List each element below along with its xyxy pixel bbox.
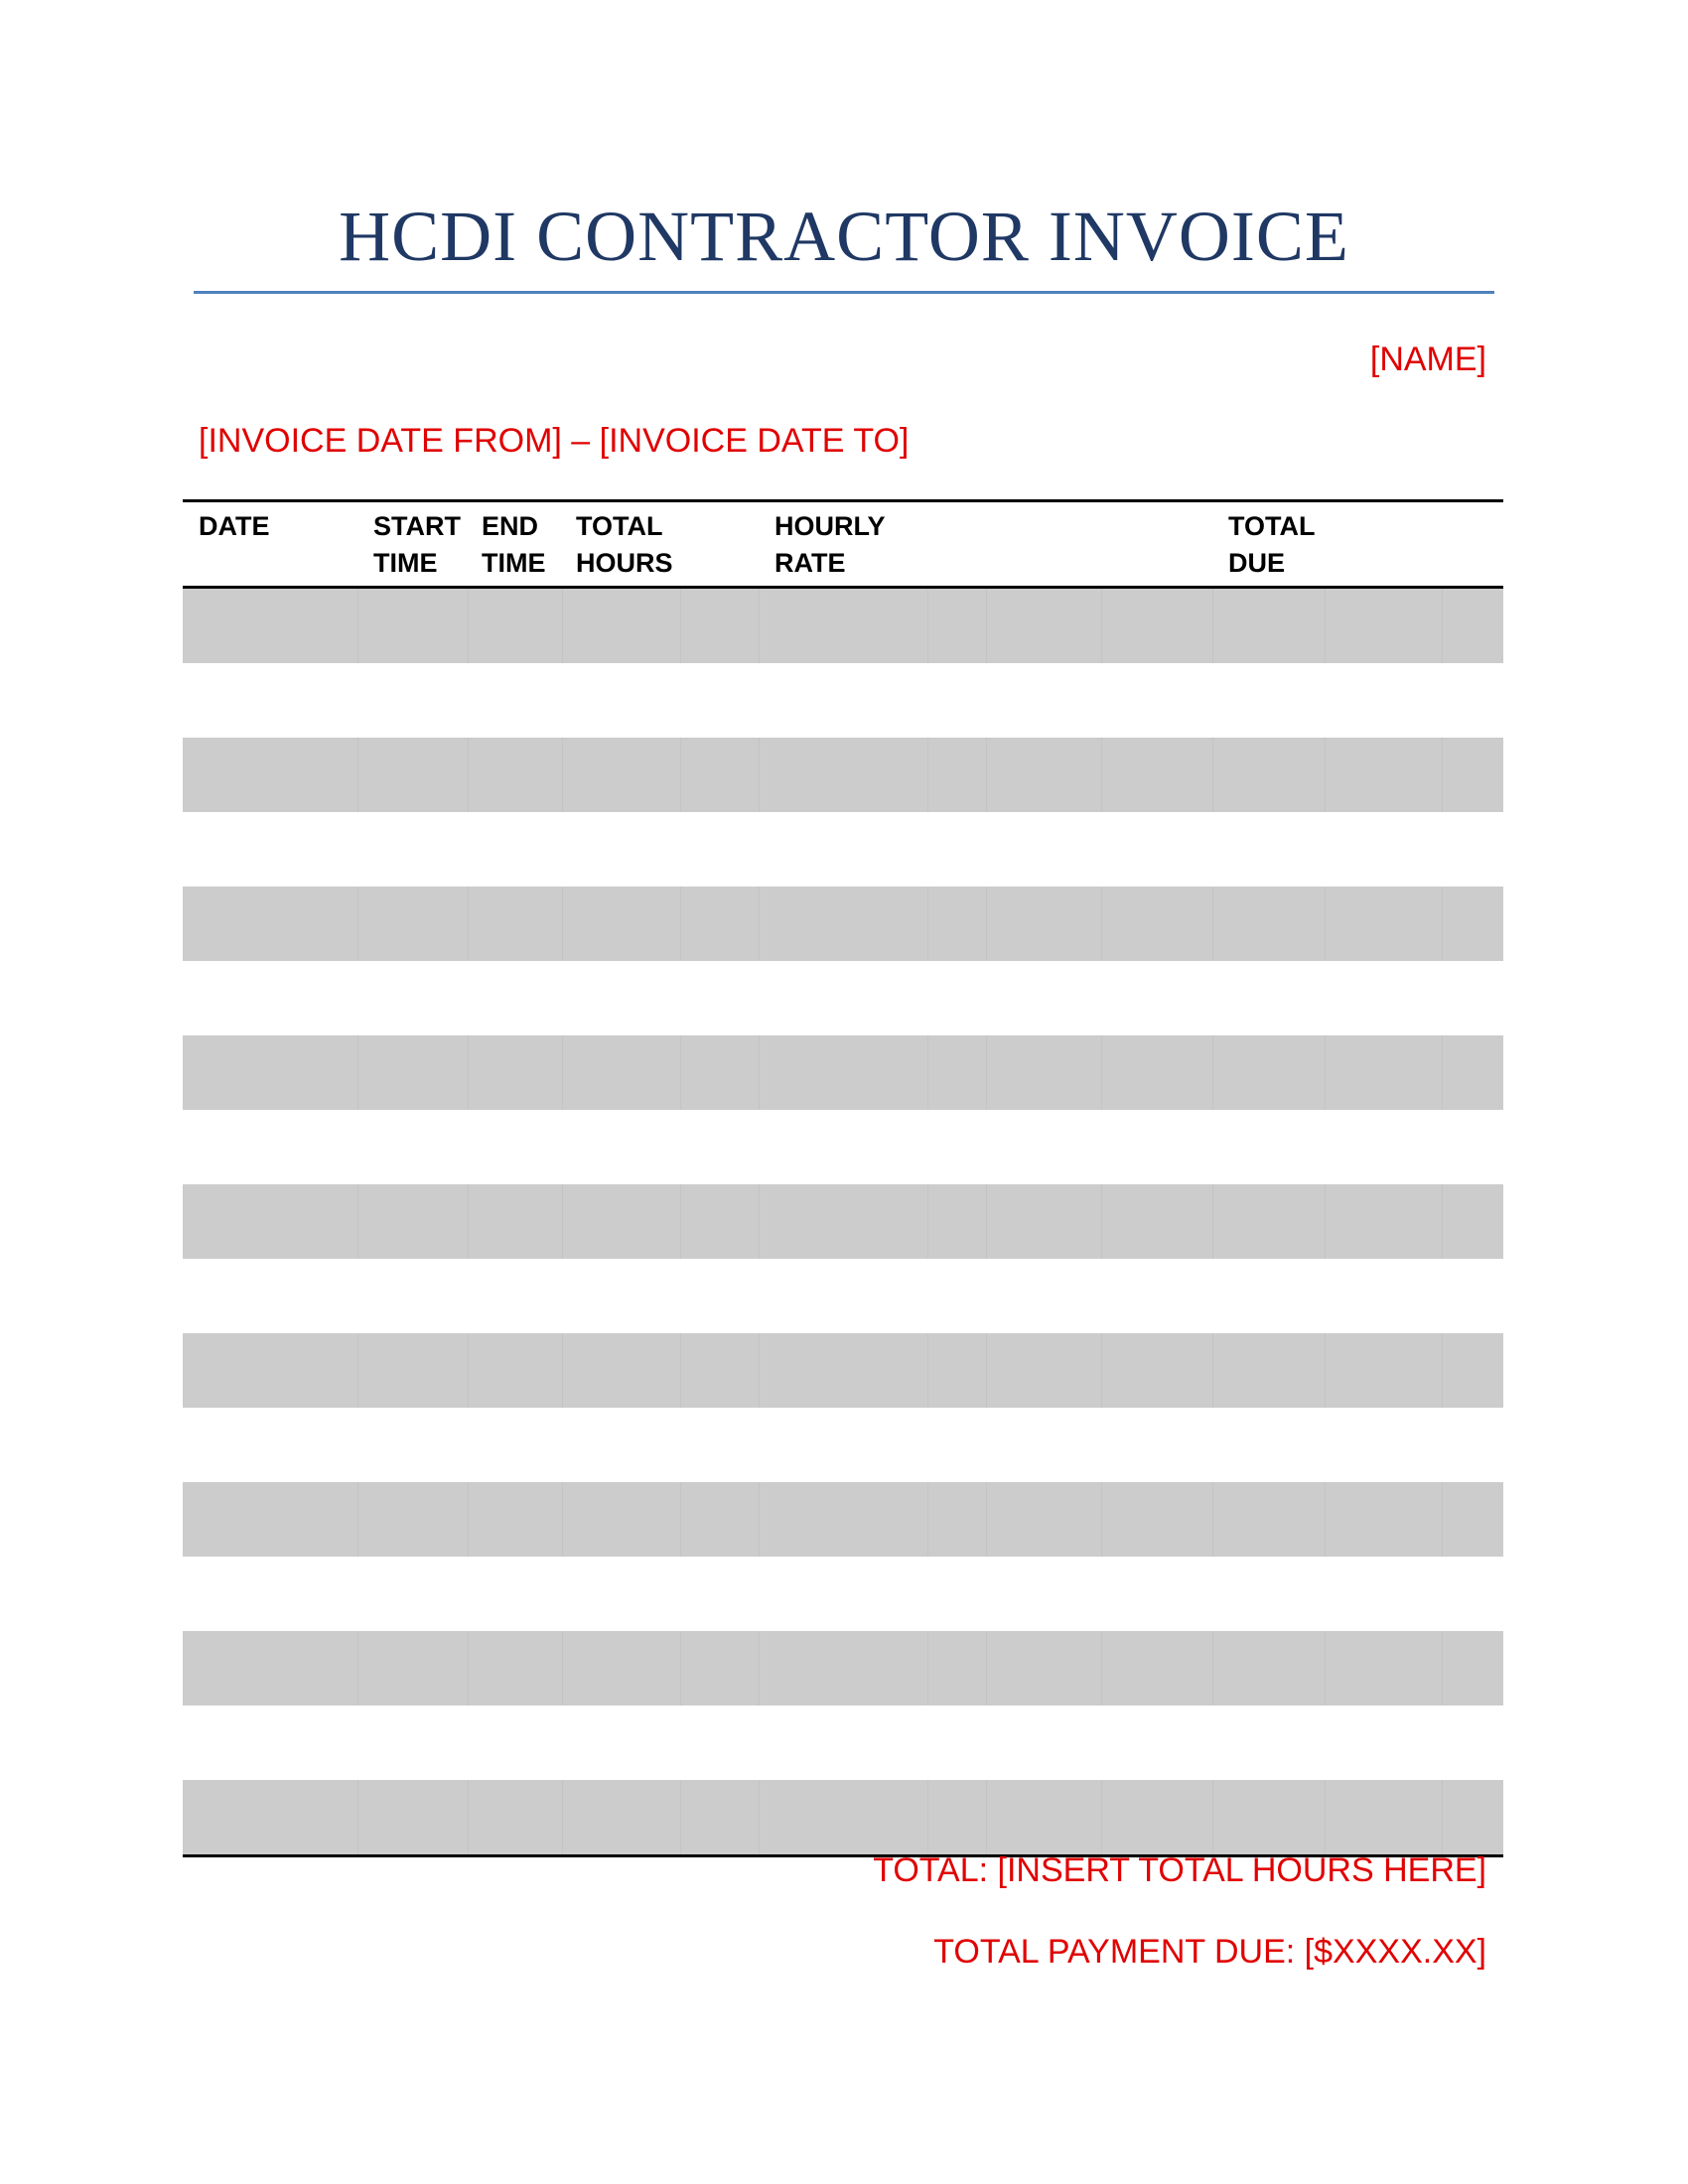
table-row — [183, 812, 1503, 887]
table-cell[interactable] — [1442, 1035, 1503, 1110]
table-cell[interactable] — [357, 1259, 468, 1333]
table-cell[interactable] — [986, 1780, 1101, 1856]
invoice-table — [183, 499, 1503, 1857]
table-cell[interactable] — [759, 1557, 927, 1631]
table-cell[interactable] — [562, 1259, 680, 1333]
table-header-row — [183, 501, 1503, 588]
table-cell[interactable] — [357, 887, 468, 961]
table-cell[interactable] — [1442, 663, 1503, 738]
table-cell[interactable] — [183, 812, 357, 887]
table-cell[interactable] — [986, 1631, 1101, 1706]
table-cell[interactable] — [1325, 738, 1442, 812]
table-cell[interactable] — [183, 1110, 357, 1184]
table-cell[interactable] — [183, 1482, 357, 1557]
table-cell[interactable] — [183, 588, 357, 664]
table-cell[interactable] — [927, 1184, 986, 1259]
column-header-start-time: START TIME — [357, 501, 468, 588]
table-cell[interactable] — [927, 1408, 986, 1482]
table-cell[interactable] — [927, 1631, 986, 1706]
table-cell[interactable] — [680, 1482, 759, 1557]
table-cell[interactable] — [986, 812, 1101, 887]
table-cell[interactable] — [357, 812, 468, 887]
table-cell[interactable] — [357, 1482, 468, 1557]
table-cell[interactable] — [357, 1631, 468, 1706]
table-cell[interactable] — [986, 1557, 1101, 1631]
table-cell[interactable] — [1212, 1035, 1325, 1110]
table-cell[interactable] — [927, 1259, 986, 1333]
table-row — [183, 1259, 1503, 1333]
table-cell[interactable] — [562, 588, 680, 664]
table-cell[interactable] — [357, 1408, 468, 1482]
table-cell[interactable] — [1101, 1706, 1212, 1780]
table-cell[interactable] — [986, 1184, 1101, 1259]
table-cell[interactable] — [1212, 812, 1325, 887]
table-row — [183, 588, 1503, 664]
table-cell[interactable] — [468, 1557, 562, 1631]
table-cell[interactable] — [680, 1110, 759, 1184]
table-cell[interactable] — [1101, 812, 1212, 887]
table-cell[interactable] — [1325, 1408, 1442, 1482]
table-cell[interactable] — [468, 1110, 562, 1184]
table-cell[interactable] — [986, 1035, 1101, 1110]
table-cell[interactable] — [468, 1706, 562, 1780]
table-cell[interactable] — [1325, 1631, 1442, 1706]
table-cell[interactable] — [468, 1184, 562, 1259]
column-header-total-hours: TOTAL HOURS — [562, 501, 759, 588]
column-header-total-due: TOTAL DUE — [1212, 501, 1503, 588]
table-cell[interactable] — [468, 1035, 562, 1110]
table-cell[interactable] — [1442, 1110, 1503, 1184]
table-cell[interactable] — [1212, 1706, 1325, 1780]
table-cell[interactable] — [759, 961, 927, 1035]
table-cell[interactable] — [1212, 1110, 1325, 1184]
table-cell[interactable] — [986, 1482, 1101, 1557]
table-cell[interactable] — [680, 887, 759, 961]
table-cell[interactable] — [1325, 588, 1442, 664]
table-row — [183, 663, 1503, 738]
total-hours-line[interactable]: TOTAL: [INSERT TOTAL HOURS HERE] — [873, 1851, 1486, 1889]
table-cell[interactable] — [1325, 887, 1442, 961]
table-cell[interactable] — [1101, 738, 1212, 812]
table-cell[interactable] — [759, 1408, 927, 1482]
table-cell[interactable] — [927, 1333, 986, 1408]
table-cell[interactable] — [759, 1259, 927, 1333]
table-cell[interactable] — [1442, 1333, 1503, 1408]
table-cell[interactable] — [357, 1035, 468, 1110]
table-cell[interactable] — [986, 1110, 1101, 1184]
table-cell[interactable] — [927, 1780, 986, 1856]
table-cell[interactable] — [357, 1184, 468, 1259]
title-divider — [194, 291, 1494, 294]
table-cell[interactable] — [1325, 1035, 1442, 1110]
table-cell[interactable] — [1442, 887, 1503, 961]
table-cell[interactable] — [759, 1706, 927, 1780]
table-cell[interactable] — [986, 738, 1101, 812]
table-cell[interactable] — [562, 1631, 680, 1706]
table-row — [183, 1706, 1503, 1780]
table-cell[interactable] — [562, 1184, 680, 1259]
table-cell[interactable] — [1442, 1631, 1503, 1706]
total-payment-due-line[interactable]: TOTAL PAYMENT DUE: [$XXXX.XX] — [933, 1933, 1486, 1971]
table-cell[interactable] — [1101, 663, 1212, 738]
table-cell[interactable] — [357, 1557, 468, 1631]
table-cell[interactable] — [680, 961, 759, 1035]
table-cell[interactable] — [562, 663, 680, 738]
column-header-hourly-rate: HOURLY RATE — [759, 501, 1212, 588]
table-cell[interactable] — [357, 588, 468, 664]
table-cell[interactable] — [1325, 1110, 1442, 1184]
table-cell[interactable] — [1101, 1780, 1212, 1856]
table-cell[interactable] — [927, 588, 986, 664]
table-cell[interactable] — [1101, 1035, 1212, 1110]
table-cell[interactable] — [680, 1780, 759, 1856]
table-row — [183, 1110, 1503, 1184]
table-cell[interactable] — [183, 887, 357, 961]
table-row — [183, 1780, 1503, 1856]
table-cell[interactable] — [468, 1631, 562, 1706]
table-cell[interactable] — [562, 961, 680, 1035]
table-cell[interactable] — [1212, 663, 1325, 738]
table-cell[interactable] — [1101, 1259, 1212, 1333]
table-cell[interactable] — [927, 961, 986, 1035]
table-cell[interactable] — [927, 1706, 986, 1780]
table-cell[interactable] — [1101, 1482, 1212, 1557]
column-header-end-time: END TIME — [468, 501, 562, 588]
table-cell[interactable] — [357, 961, 468, 1035]
invoice-date-range[interactable]: [INVOICE DATE FROM] – [INVOICE DATE TO] — [199, 422, 910, 460]
table-cell[interactable] — [562, 812, 680, 887]
table-cell[interactable] — [1325, 1706, 1442, 1780]
table-row — [183, 1408, 1503, 1482]
table-cell[interactable] — [927, 812, 986, 887]
table-cell[interactable] — [680, 1035, 759, 1110]
table-row — [183, 1631, 1503, 1706]
table-cell[interactable] — [759, 1035, 927, 1110]
table-cell[interactable] — [1442, 1482, 1503, 1557]
table-cell[interactable] — [680, 1259, 759, 1333]
table-cell[interactable] — [1212, 1333, 1325, 1408]
table-cell[interactable] — [1325, 663, 1442, 738]
invoice-table-body — [183, 588, 1503, 1856]
table-cell[interactable] — [183, 1706, 357, 1780]
table-cell[interactable] — [183, 1631, 357, 1706]
table-cell[interactable] — [468, 1259, 562, 1333]
table-cell[interactable] — [183, 1408, 357, 1482]
table-cell[interactable] — [183, 1333, 357, 1408]
table-cell[interactable] — [1442, 1557, 1503, 1631]
table-cell[interactable] — [357, 1780, 468, 1856]
table-cell[interactable] — [357, 738, 468, 812]
invoice-title: HCDI CONTRACTOR INVOICE — [339, 197, 1349, 276]
table-cell[interactable] — [1325, 1259, 1442, 1333]
table-cell[interactable] — [1101, 1333, 1212, 1408]
column-header-date: DATE — [183, 501, 357, 588]
table-cell[interactable] — [680, 812, 759, 887]
table-cell[interactable] — [468, 1780, 562, 1856]
table-cell[interactable] — [680, 588, 759, 664]
table-cell[interactable] — [183, 738, 357, 812]
table-cell[interactable] — [468, 588, 562, 664]
table-cell[interactable] — [468, 1482, 562, 1557]
table-cell[interactable] — [1212, 738, 1325, 812]
table-cell[interactable] — [183, 1035, 357, 1110]
table-cell[interactable] — [680, 738, 759, 812]
table-cell[interactable] — [927, 738, 986, 812]
table-cell[interactable] — [927, 1557, 986, 1631]
table-cell[interactable] — [1325, 812, 1442, 887]
table-cell[interactable] — [1325, 1184, 1442, 1259]
table-cell[interactable] — [183, 1184, 357, 1259]
table-cell[interactable] — [1212, 1780, 1325, 1856]
table-cell[interactable] — [1442, 961, 1503, 1035]
table-cell[interactable] — [357, 663, 468, 738]
table-cell[interactable] — [562, 738, 680, 812]
table-cell[interactable] — [1212, 1631, 1325, 1706]
table-cell[interactable] — [1101, 1110, 1212, 1184]
table-cell[interactable] — [1212, 1184, 1325, 1259]
table-cell[interactable] — [680, 1557, 759, 1631]
table-cell[interactable] — [759, 1110, 927, 1184]
table-cell[interactable] — [468, 1408, 562, 1482]
table-cell[interactable] — [680, 1706, 759, 1780]
table-cell[interactable] — [927, 1482, 986, 1557]
table-cell[interactable] — [562, 1780, 680, 1856]
table-cell[interactable] — [986, 663, 1101, 738]
table-cell[interactable] — [986, 588, 1101, 664]
table-cell[interactable] — [562, 1482, 680, 1557]
table-cell[interactable] — [183, 1780, 357, 1856]
table-cell[interactable] — [1325, 1780, 1442, 1856]
table-cell[interactable] — [1212, 961, 1325, 1035]
table-cell[interactable] — [986, 1333, 1101, 1408]
table-cell[interactable] — [759, 663, 927, 738]
table-cell[interactable] — [1101, 1184, 1212, 1259]
table-cell[interactable] — [468, 961, 562, 1035]
table-cell[interactable] — [183, 1259, 357, 1333]
table-row — [183, 1333, 1503, 1408]
table-cell[interactable] — [562, 1110, 680, 1184]
table-cell[interactable] — [759, 887, 927, 961]
name-placeholder[interactable]: [NAME] — [1369, 341, 1486, 378]
table-cell[interactable] — [1212, 1482, 1325, 1557]
table-cell[interactable] — [562, 1408, 680, 1482]
table-cell[interactable] — [357, 1333, 468, 1408]
table-cell[interactable] — [1442, 1780, 1503, 1856]
table-cell[interactable] — [927, 663, 986, 738]
table-cell[interactable] — [680, 1631, 759, 1706]
table-cell[interactable] — [183, 663, 357, 738]
table-row — [183, 1557, 1503, 1631]
table-cell[interactable] — [759, 1333, 927, 1408]
table-cell[interactable] — [1212, 1557, 1325, 1631]
table-cell[interactable] — [562, 887, 680, 961]
table-cell[interactable] — [680, 1333, 759, 1408]
table-cell[interactable] — [986, 961, 1101, 1035]
table-row — [183, 1184, 1503, 1259]
table-cell[interactable] — [183, 1557, 357, 1631]
table-cell[interactable] — [1325, 1557, 1442, 1631]
table-cell[interactable] — [1325, 1482, 1442, 1557]
table-row — [183, 1482, 1503, 1557]
table-cell[interactable] — [468, 1333, 562, 1408]
table-cell[interactable] — [986, 1408, 1101, 1482]
table-cell[interactable] — [1442, 812, 1503, 887]
table-cell[interactable] — [562, 1333, 680, 1408]
table-cell[interactable] — [759, 738, 927, 812]
table-cell[interactable] — [1442, 1184, 1503, 1259]
table-cell[interactable] — [1101, 1557, 1212, 1631]
table-cell[interactable] — [1325, 961, 1442, 1035]
table-cell[interactable] — [468, 887, 562, 961]
table-cell[interactable] — [759, 1184, 927, 1259]
table-row — [183, 1035, 1503, 1110]
table-cell[interactable] — [986, 887, 1101, 961]
table-cell[interactable] — [927, 1035, 986, 1110]
table-row — [183, 961, 1503, 1035]
table-cell[interactable] — [562, 1557, 680, 1631]
table-cell[interactable] — [357, 1706, 468, 1780]
table-cell[interactable] — [1442, 738, 1503, 812]
table-cell[interactable] — [468, 663, 562, 738]
table-cell[interactable] — [1101, 1408, 1212, 1482]
table-cell[interactable] — [562, 1706, 680, 1780]
table-cell[interactable] — [1212, 1408, 1325, 1482]
table-row — [183, 887, 1503, 961]
table-cell[interactable] — [1212, 887, 1325, 961]
table-cell[interactable] — [357, 1110, 468, 1184]
table-cell[interactable] — [759, 588, 927, 664]
table-cell[interactable] — [1101, 887, 1212, 961]
table-cell[interactable] — [183, 961, 357, 1035]
table-cell[interactable] — [680, 1184, 759, 1259]
table-cell[interactable] — [759, 812, 927, 887]
table-cell[interactable] — [1101, 961, 1212, 1035]
table-cell[interactable] — [1212, 588, 1325, 664]
table-cell[interactable] — [1212, 1259, 1325, 1333]
table-cell[interactable] — [759, 1780, 927, 1856]
table-cell[interactable] — [468, 812, 562, 887]
table-cell[interactable] — [1325, 1333, 1442, 1408]
table-cell[interactable] — [1442, 1706, 1503, 1780]
table-cell[interactable] — [680, 663, 759, 738]
table-cell[interactable] — [986, 1706, 1101, 1780]
table-cell[interactable] — [986, 1259, 1101, 1333]
table-cell[interactable] — [468, 738, 562, 812]
table-cell[interactable] — [1442, 588, 1503, 664]
table-cell[interactable] — [680, 1408, 759, 1482]
table-row — [183, 738, 1503, 812]
table-cell[interactable] — [1442, 1408, 1503, 1482]
table-cell[interactable] — [1442, 1259, 1503, 1333]
table-cell[interactable] — [1101, 588, 1212, 664]
table-cell[interactable] — [759, 1482, 927, 1557]
table-cell[interactable] — [562, 1035, 680, 1110]
table-cell[interactable] — [927, 887, 986, 961]
table-cell[interactable] — [1101, 1631, 1212, 1706]
table-cell[interactable] — [927, 1110, 986, 1184]
table-cell[interactable] — [759, 1631, 927, 1706]
